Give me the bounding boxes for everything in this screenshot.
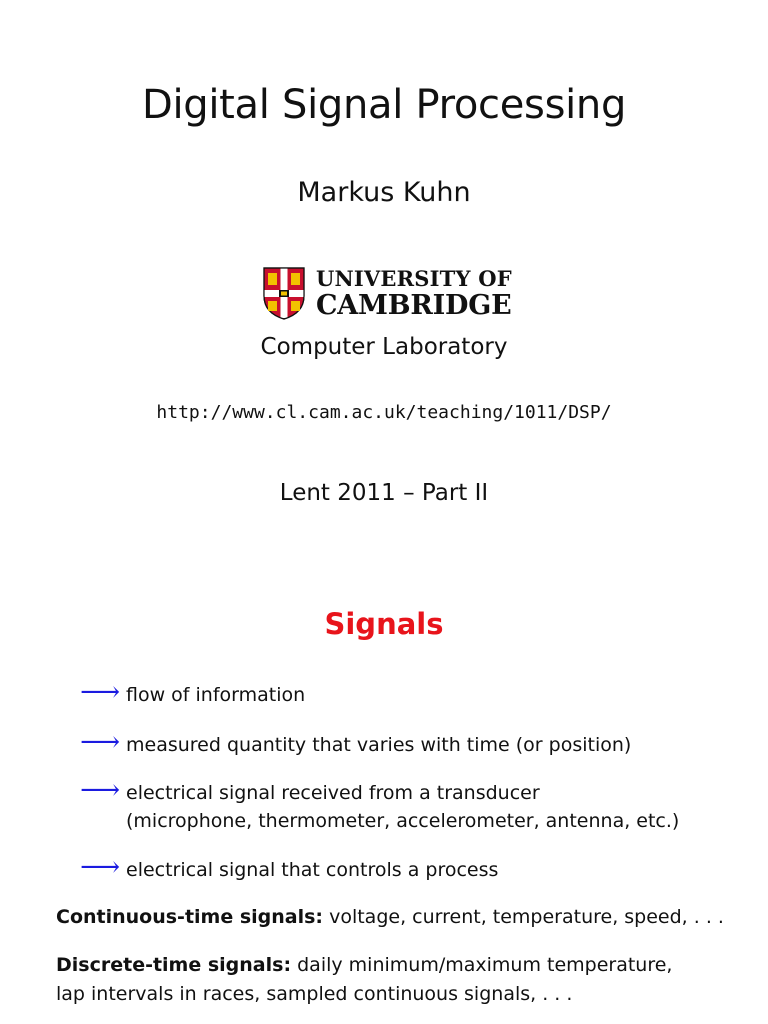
discrete-time-paragraph xyxy=(56,951,746,1009)
right-arrow-icon: ⟶ xyxy=(80,850,121,883)
right-arrow-icon: ⟶ xyxy=(80,725,121,758)
author-name: Markus Kuhn xyxy=(297,177,471,208)
continuous-time-paragraph xyxy=(56,903,746,932)
section-heading: Signals xyxy=(324,607,444,641)
cambridge-crest-icon xyxy=(262,266,306,320)
discrete-text-line-1: daily minimum/maximum temperature, xyxy=(297,954,673,976)
right-arrow-icon: ⟶ xyxy=(80,675,121,708)
discrete-text-line-2: lap intervals in races, sampled continuous signals, . . . xyxy=(56,983,573,1005)
discrete-label: Discrete-time signals: xyxy=(56,954,292,976)
term-info: Lent 2011 – Part II xyxy=(279,480,489,506)
department-name: Computer Laboratory xyxy=(260,334,508,360)
continuous-text: voltage, current, temperature, speed, . . . xyxy=(329,906,724,928)
document-title: Digital Signal Processing xyxy=(141,82,627,128)
bullet-text: measured quantity that varies with time (or position) xyxy=(126,734,632,756)
course-url: http://www.cl.cam.ac.uk/teaching/1011/DSP/ xyxy=(156,402,612,423)
bullet-text: electrical signal that controls a process xyxy=(126,859,499,881)
bullet-text-continued: (microphone, thermometer, accelerometer, antenna, etc.) xyxy=(126,810,680,832)
continuous-label: Continuous-time signals: xyxy=(56,906,324,928)
university-logo xyxy=(262,266,512,322)
bullet-text: electrical signal received from a transducer xyxy=(126,782,540,804)
right-arrow-icon: ⟶ xyxy=(80,773,121,806)
bullet-text: flow of information xyxy=(126,684,306,706)
wordmark-line-1: UNIVERSITY OF xyxy=(316,266,512,291)
wordmark-line-2: CAMBRIDGE xyxy=(316,290,512,321)
